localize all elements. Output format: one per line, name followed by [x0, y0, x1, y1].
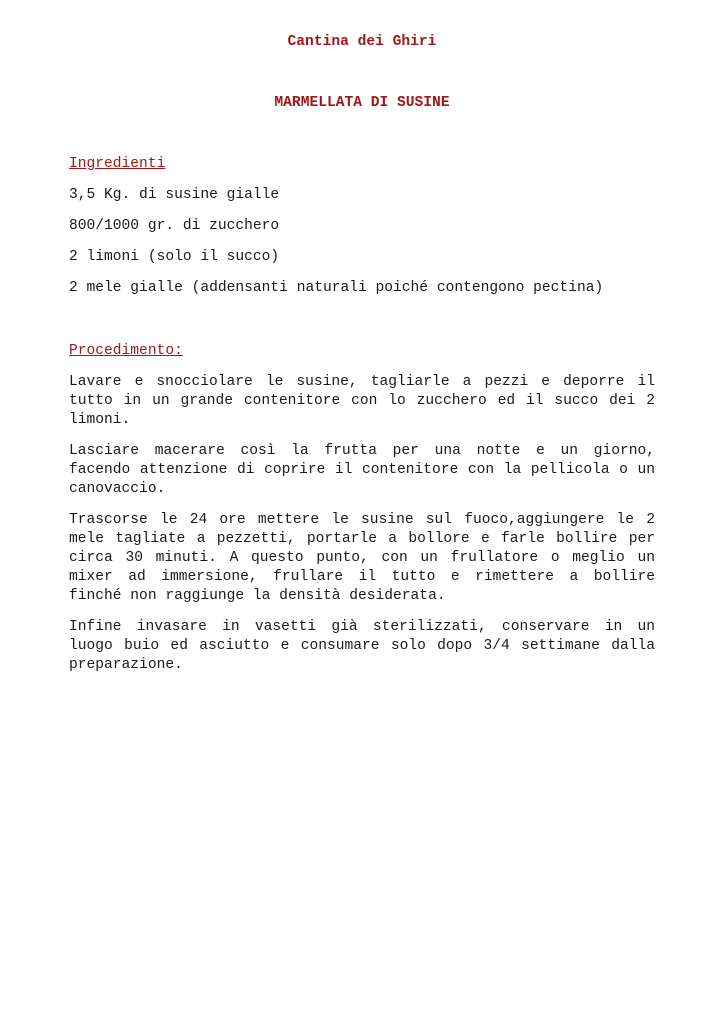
procedure-paragraph: Trascorse le 24 ore mettere le susine sul fuoco,aggiungere le 2 mele tagliate a pezzetti, portarle a bollore e farle bollire per circa 30 minuti. A questo punto, con un frullatore o meglio un mixer ad immersione, frullare il tutto e rimettere a bollire finché non raggiunge la densità desiderata.	[69, 512, 655, 604]
recipe-title: MARMELLATA DI SUSINE	[274, 95, 450, 111]
ingredient-item: 3,5 Kg. di susine gialle	[69, 187, 280, 203]
procedure-text	[69, 373, 655, 687]
ingredient-item: 2 mele gialle (addensanti naturali poiché contengono pectina)	[69, 280, 604, 296]
ingredient-item: 800/1000 gr. di zucchero	[69, 218, 280, 234]
document-header: Cantina dei Ghiri	[287, 34, 437, 50]
ingredients-heading: Ingredienti	[69, 156, 166, 172]
procedure-paragraph: Lavare e snocciolare le susine, tagliarle a pezzi e deporre il tutto in un grande contenitore con lo zucchero ed il succo dei 2 limoni.	[69, 374, 655, 428]
procedure-paragraph: Lasciare macerare così la frutta per una notte e un giorno, facendo attenzione di coprire il contenitore con la pellicola o un canovaccio.	[69, 443, 655, 497]
procedure-paragraph: Infine invasare in vasetti già sterilizzati, conservare in un luogo buio ed asciutto e consumare solo dopo 3/4 settimane dalla preparazione.	[69, 619, 655, 673]
ingredient-list	[69, 186, 659, 310]
procedure-heading: Procedimento:	[69, 343, 183, 359]
ingredient-item: 2 limoni (solo il succo)	[69, 249, 280, 265]
